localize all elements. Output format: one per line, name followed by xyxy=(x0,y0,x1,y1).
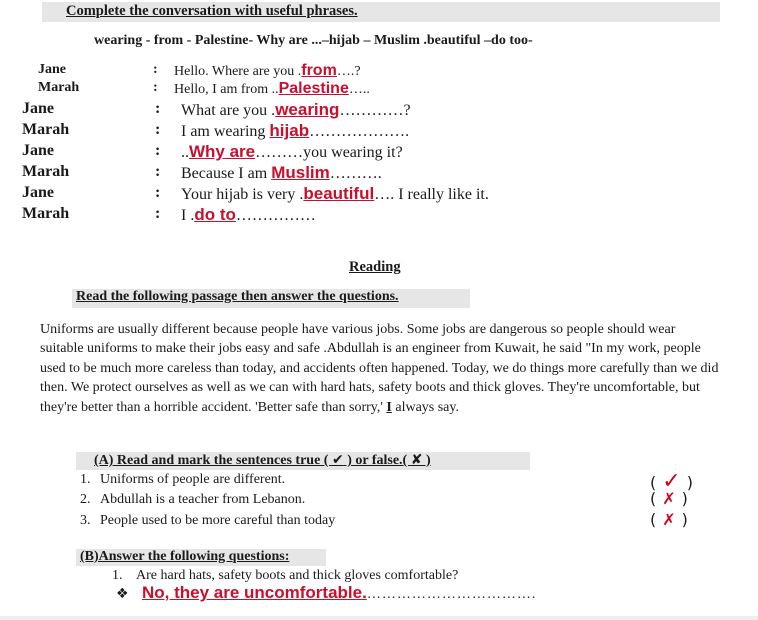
conversation-line xyxy=(0,62,758,82)
statement-number: 2. xyxy=(80,492,91,507)
mark-paren-open: ( xyxy=(650,489,657,508)
handwritten-answer: hijab xyxy=(269,121,310,140)
dialogue-rest: ………………. xyxy=(309,123,410,140)
partB-title: (B)Answer the following questions: xyxy=(80,549,290,564)
speaker-name: Jane xyxy=(22,142,54,159)
speaker-name: Marah xyxy=(22,205,70,222)
dialogue-text xyxy=(174,80,370,98)
conversation-line xyxy=(0,100,758,120)
handwritten-answer: Muslim xyxy=(271,163,330,182)
handwritten-answer: Why are xyxy=(189,142,256,161)
partA-title-pre: (A) Read and mark the sentences true ( xyxy=(94,453,332,468)
cross-mark-icon: ✗ xyxy=(662,489,676,508)
conversation-line xyxy=(0,142,758,162)
dialogue-prompt: Your hijab is very . xyxy=(181,186,304,203)
handwritten-answer: beautiful xyxy=(303,184,375,203)
partB-question: Are hard hats, safety boots and thick gloves comfortable? xyxy=(136,568,459,583)
check-mark-icon: ✓ xyxy=(662,469,681,494)
dialogue-text xyxy=(181,163,382,183)
dialogue-rest: …. I really like it. xyxy=(374,186,489,203)
dialogue-prompt: Because I am xyxy=(181,165,272,182)
handwritten-answer: from xyxy=(301,62,337,79)
partB-answer-line xyxy=(142,583,536,603)
dialogue-text xyxy=(174,62,361,80)
dialogue-text xyxy=(181,100,411,120)
dialogue-rest: ….. xyxy=(348,82,370,97)
speaker-colon: : xyxy=(155,163,161,180)
cross-mark-icon: ✗ xyxy=(662,510,676,529)
speaker-name: Marah xyxy=(22,121,70,138)
conversation-line xyxy=(0,184,758,204)
partA-title-mid: ) or false.( xyxy=(343,453,411,468)
dialogue-text xyxy=(181,184,489,204)
mark-paren-open: ( xyxy=(650,510,657,529)
speaker-name: Jane xyxy=(22,100,54,117)
dialogue-prompt: I am wearing xyxy=(181,123,270,140)
dialogue-prompt: Hello, I am from .. xyxy=(174,82,279,97)
conversation-line xyxy=(0,163,758,183)
handwritten-answer: do to xyxy=(194,205,236,224)
dialogue-rest: …………… xyxy=(235,207,316,224)
dialogue-prompt: I . xyxy=(181,207,195,224)
dialogue-rest: ………. xyxy=(329,165,382,182)
handwritten-answer: wearing xyxy=(275,100,340,119)
partA-title xyxy=(94,452,431,469)
speaker-colon: : xyxy=(153,80,158,95)
dialogue-text xyxy=(181,121,409,141)
cross-icon: ✘ xyxy=(410,452,423,468)
dialogue-text xyxy=(181,142,403,162)
statement-number: 3. xyxy=(80,513,91,528)
answer-mark xyxy=(650,489,688,508)
dialogue-text xyxy=(181,205,316,225)
reading-heading: Reading xyxy=(349,259,401,275)
statement-number: 1. xyxy=(80,472,91,487)
speaker-colon: : xyxy=(155,100,161,117)
passage-pronoun-i: I xyxy=(386,399,392,415)
passage-ending: always say. xyxy=(391,399,459,415)
speaker-name: Jane xyxy=(38,62,66,77)
word-bank: wearing - from - Palestine- Why are ...–hijab – Muslim .beautiful –do too- xyxy=(94,33,533,48)
reading-passage xyxy=(40,320,720,417)
speaker-colon: : xyxy=(155,184,161,201)
handwritten-answer: Palestine xyxy=(278,80,349,97)
speaker-name: Jane xyxy=(22,184,54,201)
dialogue-rest: ………you wearing it? xyxy=(255,144,403,161)
speaker-colon: : xyxy=(155,205,161,222)
statement-text: People used to be more careful than today xyxy=(100,513,336,528)
bottom-rule xyxy=(0,616,758,620)
partB-answer-dots: ……………………………. xyxy=(366,587,537,602)
check-icon: ✔ xyxy=(331,452,344,468)
passage-text: Uniforms are usually different because people have various jobs. Some jobs are dangerous so people should wear suitable uniforms to make their jobs easy and safe .Abdullah is an engineer from Kuwait, he said "In my work, people used to be much more careless than today, and accidents often happened. Today, we do things more carefully than we did then. We protect ourselves as well as we can with hard hats, safety boots and thick gloves. They're uncomfortable, but they're better than a horrible accident. 'Better safe than sorry,' xyxy=(40,322,719,415)
diamond-bullet-icon: ❖ xyxy=(116,586,129,602)
reading-instruction: Read the following passage then answer the questions. xyxy=(76,289,399,304)
dialogue-prompt: What are you . xyxy=(181,102,276,119)
speaker-colon: : xyxy=(155,142,161,159)
partB-answer: No, they are uncomfortable. xyxy=(142,583,367,602)
mark-paren-close: ) xyxy=(681,510,688,529)
dialogue-prompt: .. xyxy=(181,144,189,161)
mark-paren-close: ) xyxy=(681,489,688,508)
mark-paren-open: ( xyxy=(650,473,657,492)
task1-title: Complete the conversation with useful phrases. xyxy=(66,3,358,19)
dialogue-rest: …………? xyxy=(339,102,411,119)
conversation-line xyxy=(0,80,758,100)
conversation-line xyxy=(0,121,758,141)
answer-mark xyxy=(650,510,688,529)
conversation-line xyxy=(0,205,758,225)
speaker-name: Marah xyxy=(38,80,80,95)
statement-text: Abdullah is a teacher from Lebanon. xyxy=(100,492,306,507)
partA-title-post: ) xyxy=(422,453,431,468)
dialogue-rest: ….? xyxy=(336,64,361,79)
statement-text: Uniforms of people are different. xyxy=(100,472,286,487)
mark-paren-close: ) xyxy=(686,473,693,492)
speaker-colon: : xyxy=(153,62,158,77)
speaker-name: Marah xyxy=(22,163,70,180)
dialogue-prompt: Hello. Where are you . xyxy=(174,64,302,79)
speaker-colon: : xyxy=(155,121,161,138)
partB-question-num: 1. xyxy=(112,568,123,583)
